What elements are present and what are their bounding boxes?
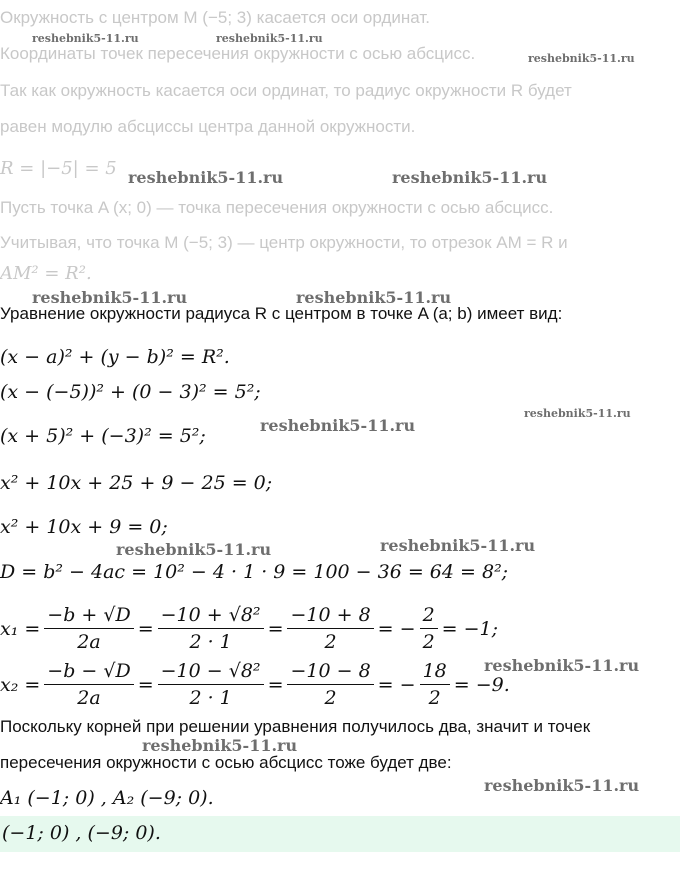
radius-equation: R = |−5| = 5 xyxy=(0,158,117,179)
root-x1: x₁ = $\frac{-b + √D}{2a}$ = $\frac{\text{−10 + √8²}}{2 \cdot 1}$ = $\frac{-10 + 8}{2}$ = − $\frac{2}{2}$ = −1; xyxy=(0,604,499,653)
solution-line-4: Учитывая, что точка M (−5; 3) — центр окружности, то отрезок AM = R и xyxy=(0,233,568,252)
x2-frac-final: $\frac{18}{2}$ xyxy=(420,660,450,709)
equation-quadratic: x² + 10x + 9 = 0; xyxy=(0,516,168,538)
x1-lhs: x₁ = xyxy=(0,617,41,640)
x1-frac-simplified: $\frac{-10 + 8}{2}$ xyxy=(287,604,373,653)
solution-line-2: равен модулю абсциссы центра данной окружности. xyxy=(0,117,416,136)
conclusion-line-2: пересечения окружности с осью абсцисс тоже будет две: xyxy=(0,753,452,772)
conclusion-line-1: Поскольку корней при решении уравнения получилось два, значит и точек xyxy=(0,717,591,736)
watermark: reshebnik5-11.ru xyxy=(296,288,452,307)
answer-box xyxy=(0,816,680,852)
solution-line-1: Так как окружность касается оси ординат, то радиус окружности R будет xyxy=(0,81,572,100)
condition-line-1: Окружность с центром M (−5; 3) касается оси ординат. xyxy=(0,8,430,27)
equation-discriminant: D = b² − 4ac = 10² − 4 · 1 · 9 = 100 − 36 = 64 = 8²; xyxy=(0,561,509,583)
watermark: reshebnik5-11.ru xyxy=(260,416,416,435)
equation-substituted: (x − (−5))² + (0 − 3)² = 5²; xyxy=(0,381,261,403)
solution-line-3: Пусть точка A (x; 0) — точка пересечения окружности с осью абсцисс. xyxy=(0,198,554,217)
watermark: reshebnik5-11.ru xyxy=(484,776,640,795)
watermark: reshebnik5-11.ru xyxy=(116,540,272,559)
x1-frac-final: $\frac{2}{2}$ xyxy=(420,604,438,653)
watermark: reshebnik5-11.ru xyxy=(392,168,548,187)
watermark: reshebnik5-11.ru xyxy=(524,407,631,420)
condition-line-2: Координаты точек пересечения окружности с осью абсцисс. xyxy=(0,44,476,63)
watermark: reshebnik5-11.ru xyxy=(528,52,635,65)
x2-result: = −9. xyxy=(453,673,510,696)
intersection-points: A₁ (−1; 0) , A₂ (−9; 0). xyxy=(0,787,214,809)
x1-frac-values: $\frac{\text{−10 + √8²}}{2 \cdot 1}$ xyxy=(158,604,264,653)
watermark: reshebnik5-11.ru xyxy=(32,32,139,45)
x2-frac-formula: $\frac{-b - √D}{2a}$ xyxy=(44,660,133,709)
x2-frac-simplified: $\frac{-10 - 8}{2}$ xyxy=(287,660,373,709)
watermark: reshebnik5-11.ru xyxy=(128,168,284,187)
x2-lhs: x₂ = xyxy=(0,673,41,696)
circle-equation-intro: Уравнение окружности радиуса R с центром в точке A (a; b) имеет вид: xyxy=(0,304,563,323)
x1-result: = −1; xyxy=(441,617,499,640)
watermark: reshebnik5-11.ru xyxy=(32,288,188,307)
watermark: reshebnik5-11.ru xyxy=(380,536,536,555)
root-x2: x₂ = $\frac{-b - √D}{2a}$ = $\frac{\text{−10 − √8²}}{2 \cdot 1}$ = $\frac{-10 - 8}{2}$ = − $\frac{18}{2}$ = −9. xyxy=(0,660,510,709)
equation-general: (x − a)² + (y − b)² = R². xyxy=(0,346,230,368)
watermark: reshebnik5-11.ru xyxy=(216,32,323,45)
watermark: reshebnik5-11.ru xyxy=(484,656,640,675)
equation-simplified: (x + 5)² + (−3)² = 5²; xyxy=(0,425,206,447)
answer-text: (−1; 0) , (−9; 0). xyxy=(2,822,161,844)
watermark: reshebnik5-11.ru xyxy=(142,736,298,755)
equation-expanded: x² + 10x + 25 + 9 − 25 = 0; xyxy=(0,472,273,494)
am-equation: AM² = R². xyxy=(0,263,92,284)
x1-frac-formula: $\frac{-b + √D}{2a}$ xyxy=(44,604,133,653)
x2-frac-values: $\frac{\text{−10 − √8²}}{2 \cdot 1}$ xyxy=(158,660,264,709)
